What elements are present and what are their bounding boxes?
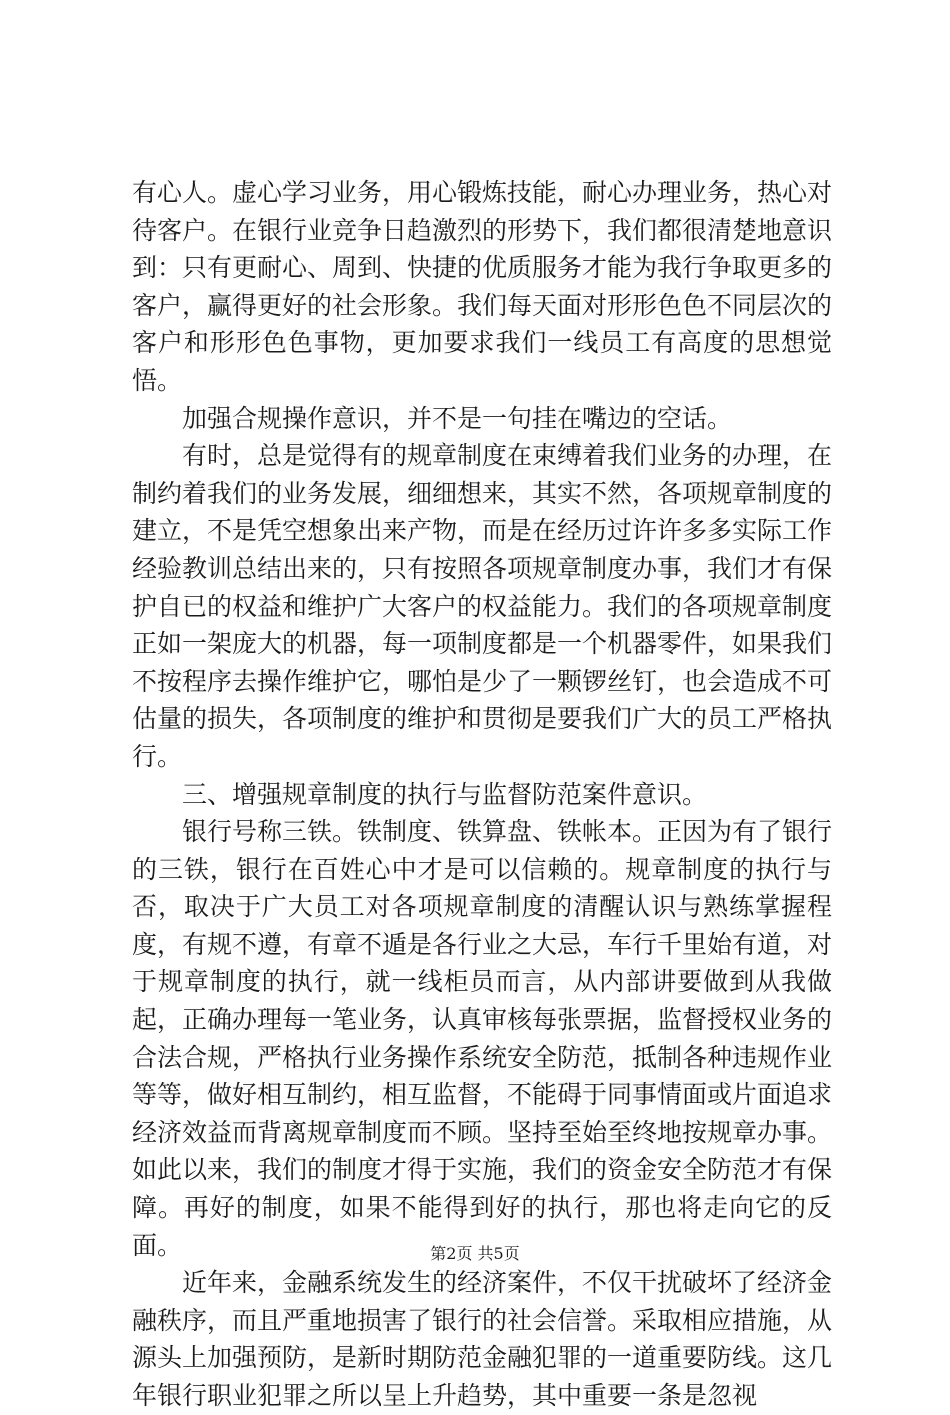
section-heading-three: 三、增强规章制度的执行与监督防范案件意识。 [182, 779, 708, 809]
paragraph-compliance-statement: 加强合规操作意识，并不是一句挂在嘴边的空话。 [182, 403, 733, 433]
paragraph-bank-three-iron: 银行号称三铁。铁制度、铁算盘、铁帐本。正因为有了银行的三铁，银行在百姓心中才是可以信赖的。规章制度的执行与否，取决于广大员工对各项规章制度的清醒认识与熟练掌握程度，有规不遵，有章不遁是各行业之大忌，车行千里始有道，对于规章制度的执行，就一线柜员而言，从内部讲要做到从我做起，正确办理每一笔业务，认真审核每张票据，监督授权业务的合法合规，严格执行业务操作系统安全防范，抵制各种违规作业等等，做好相互制约，相互监督，不能碍于同事情面或片面追求经济效益而背离规章制度而不顾。坚持至始至终地按规章办事。如此以来，我们的制度才得于实施，我们的资金安全防范才有保障。再好的制度，如果不能得到好的执行，那也将走向它的反面。 [132, 817, 833, 1260]
page-number-footer: 第2页 共5页 [430, 1244, 520, 1263]
paragraph-continuation: 有心人。虚心学习业务，用心锻炼技能，耐心办理业务，热心对待客户。在银行业竞争日趋激烈的形势下，我们都很清楚地意识到：只有更耐心、周到、快捷的优质服务才能为我行争取更多的客户，赢得更好的社会形象。我们每天面对形形色色不同层次的客户和形形色色事物，更加要求我们一线员工有高度的思想觉悟。 [132, 178, 833, 395]
paragraph-rules-reflection: 有时，总是觉得有的规章制度在束缚着我们业务的办理，在制约着我们的业务发展，细细想来，其实不然，各项规章制度的建立，不是凭空想象出来产物，而是在经历过许许多多实际工作经验教训总结出来的，只有按照各项规章制度办事，我们才有保护自已的权益和维护广大客户的权益能力。我们的各项规章制度正如一架庞大的机器，每一项制度都是一个机器零件，如果我们不按程序去操作维护它，哪怕是少了一颗锣丝钉，也会造成不可估量的损失，各项制度的维护和贯彻是要我们广大的员工严格执行。 [132, 441, 833, 771]
paragraph-financial-crime: 近年来，金融系统发生的经济案件，不仅干扰破坏了经济金融秩序，而且严重地损害了银行的社会信誉。采取相应措施，从源头上加强预防，是新时期防范金融犯罪的一道重要防线。这几年银行职业犯罪之所以呈上升趋势，其中重要一条是忽视 [132, 1268, 833, 1410]
document-body [132, 174, 832, 1415]
